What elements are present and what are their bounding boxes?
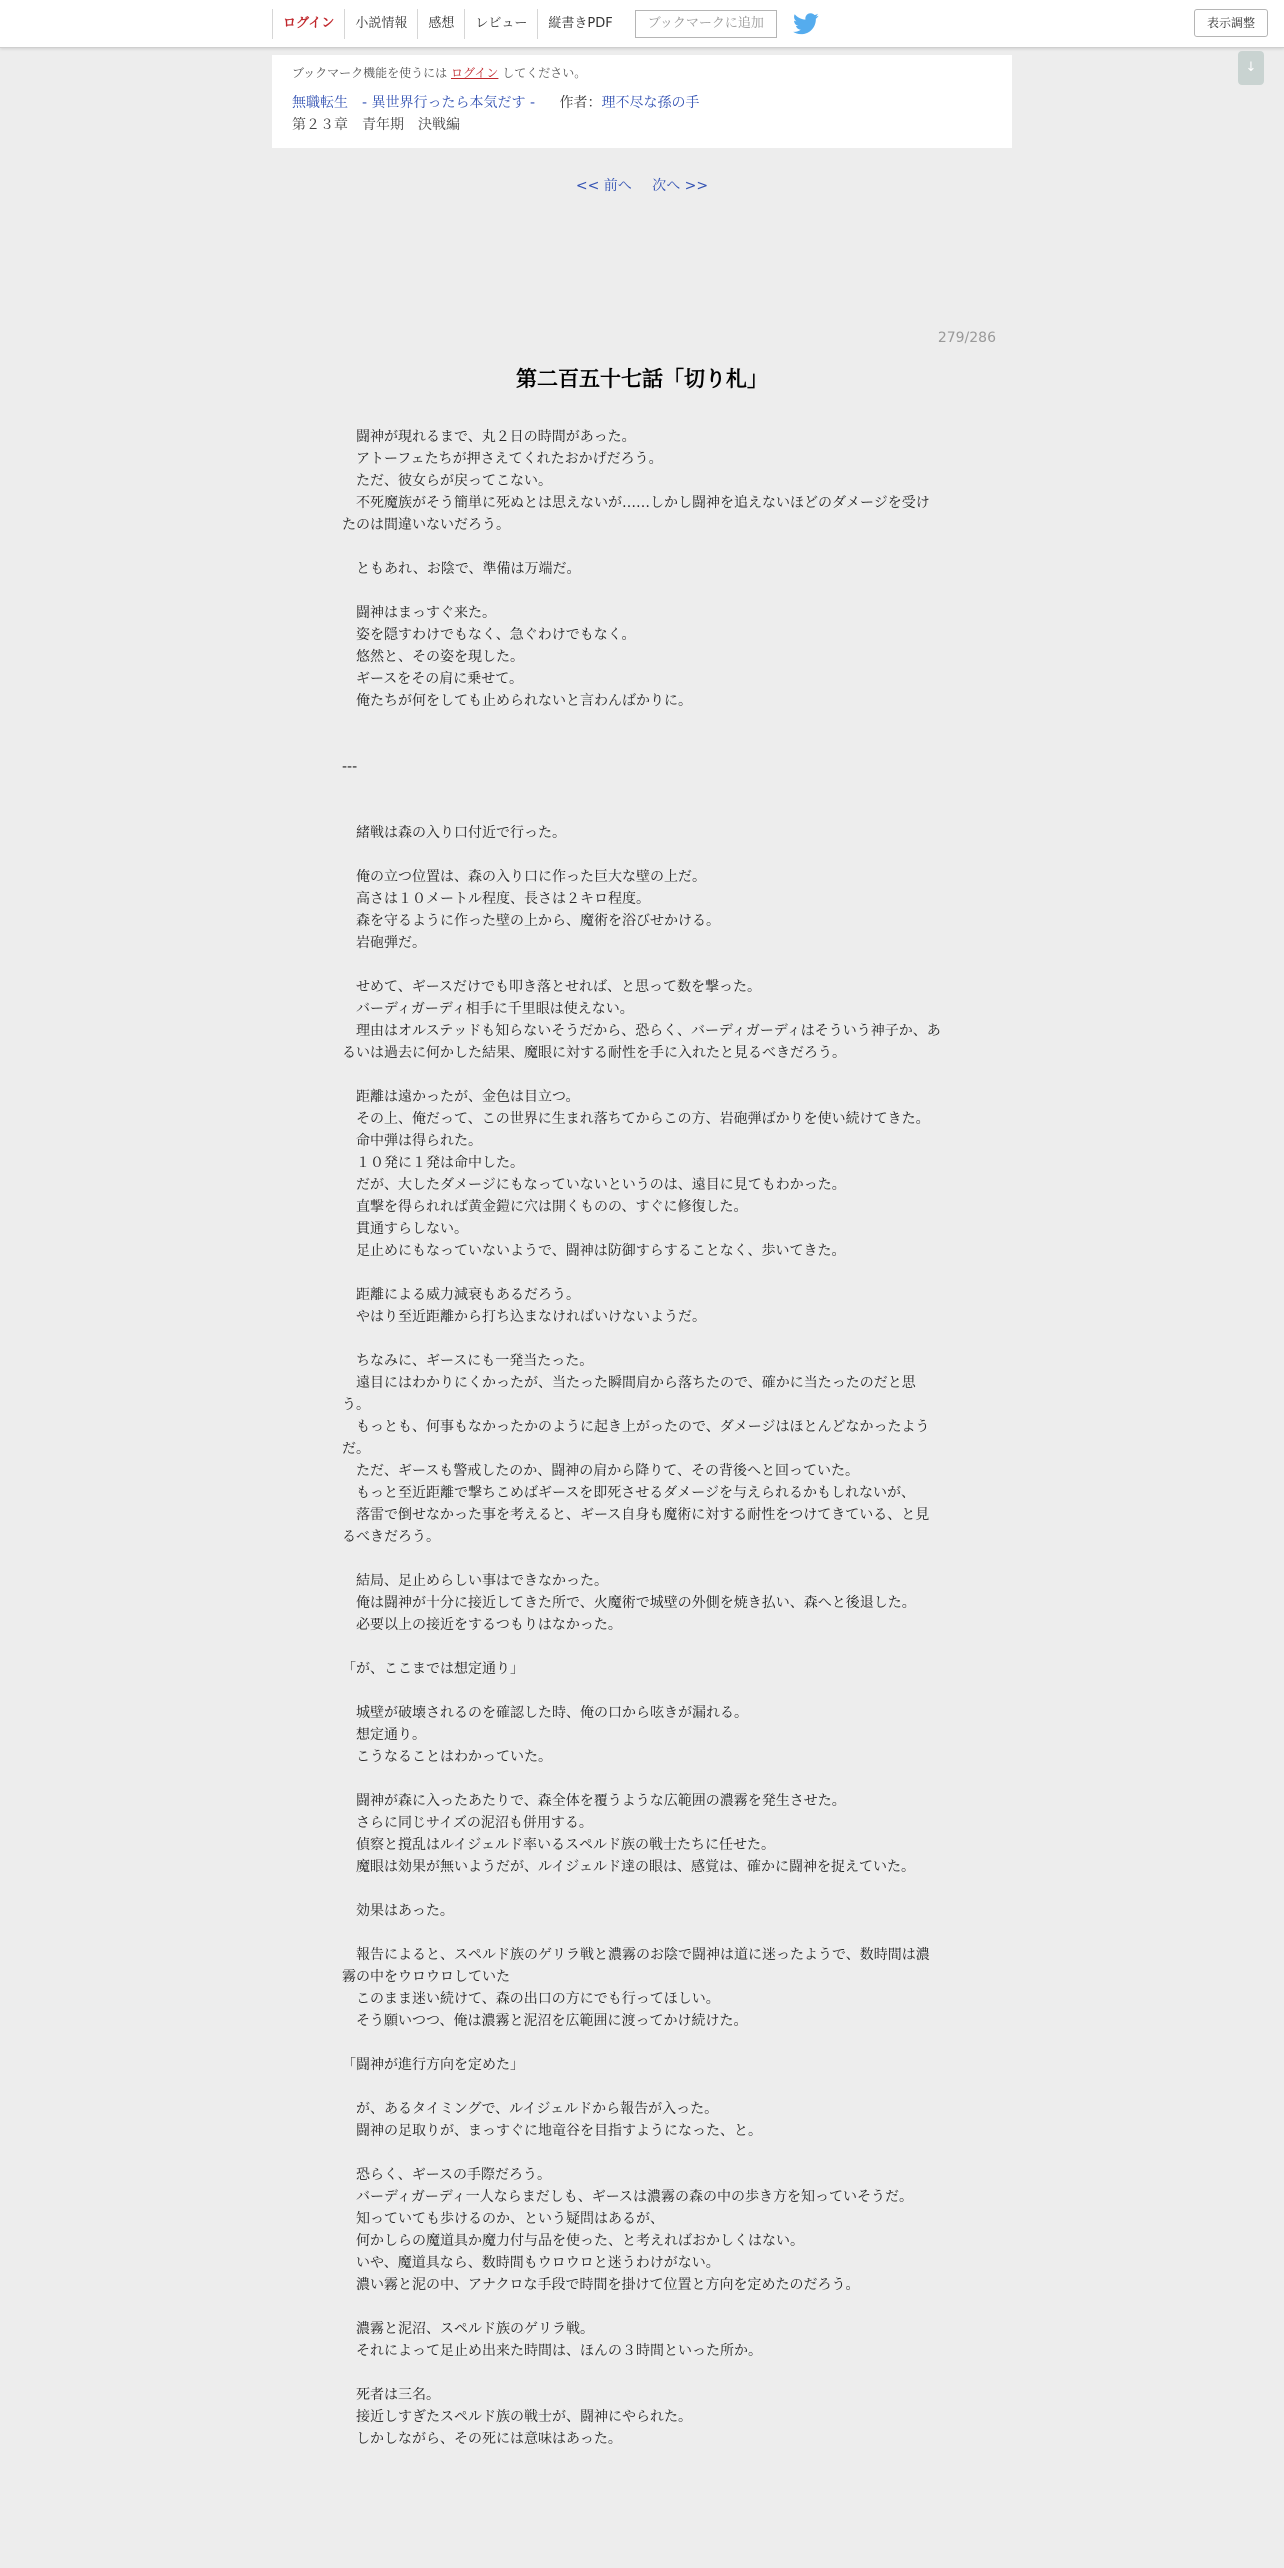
body-line: 報告によると、スペルド族のゲリラ戦と濃霧のお陰で闘神は道に迷ったようで、数時間は濃霧の中をウロウロしていた	[342, 1947, 930, 1985]
body-line: 悠然と、その姿を現した。	[342, 649, 524, 665]
body-line: 死者は三名。	[342, 2387, 440, 2403]
body-line	[342, 1064, 942, 1086]
body-line	[342, 1680, 942, 1702]
author-label: 作者：	[559, 95, 602, 111]
author-link[interactable]: 理不尽な孫の手	[601, 95, 700, 111]
body-line: その上、俺だって、この世界に生まれ落ちてからこの方、岩砲弾ばかりを使い続けてきた。	[342, 1111, 930, 1127]
body-line: このまま迷い続けて、森の出口の方にでも行ってほしい。	[342, 1991, 720, 2007]
body-line: 結局、足止めらしい事はできなかった。	[342, 1573, 608, 1589]
episode-title: 第二百五十七話「切り札」	[516, 367, 768, 391]
body-line: １０発に１発は命中した。	[342, 1155, 524, 1171]
body-line: ちなみに、ギースにも一発当たった。	[342, 1353, 594, 1369]
body-line: 濃い霧と泥の中、アナクロな手段で時間を掛けて位置と方向を定めたのだろう。	[342, 2277, 860, 2293]
body-line: もっとも、何事もなかったかのように起き上がったので、ダメージはほとんどなかったようだ。	[342, 1419, 930, 1457]
body-line: 遠目にはわかりにくかったが、当たった瞬間肩から落ちたので、確かに当たったのだと思う。	[342, 1375, 916, 1413]
body-line: 高さは１０メートル程度、長さは２キロ程度。	[342, 891, 650, 907]
body-line: 落雷で倒せなかった事を考えると、ギース自身も魔術に対する耐性をつけてきている、と見るべきだろう。	[342, 1507, 930, 1545]
review-link[interactable]: レビュー	[464, 9, 537, 39]
body-line	[342, 1328, 942, 1350]
body-line	[342, 778, 942, 800]
body-line: 「闘神が進行方向を定めた」	[342, 2057, 524, 2073]
novel-info-link[interactable]: 小説情報	[344, 9, 417, 39]
body-line	[342, 2296, 942, 2318]
body-line: 姿を隠すわけでもなく、急ぐわけでもなく。	[342, 627, 636, 643]
body-line	[342, 954, 942, 976]
body-line: バーディガーディ一人ならまだしも、ギースは濃霧の森の中の歩き方を知っていそうだ。	[342, 2189, 914, 2205]
body-line	[342, 580, 942, 602]
body-line: 必要以上の接近をするつもりはなかった。	[342, 1617, 622, 1633]
body-line	[342, 2076, 942, 2098]
body-line: 闘神の足取りが、まっすぐに地竜谷を目指すようになった、と。	[342, 2123, 762, 2139]
body-line	[342, 844, 942, 866]
body-line	[342, 1548, 942, 1570]
body-line: それによって足止め出来た時間は、ほんの３時間といった所か。	[342, 2343, 762, 2359]
body-line: 貫通すらしない。	[342, 1221, 468, 1237]
body-line: せめて、ギースだけでも叩き落とせれば、と思って数を撃った。	[342, 979, 762, 995]
main-nav	[272, 9, 819, 39]
body-line	[342, 1262, 942, 1284]
body-line: 森を守るように作った壁の上から、魔術を浴びせかける。	[342, 913, 720, 929]
body-line: 接近しすぎたスペルド族の戦士が、闘神にやられた。	[342, 2409, 692, 2425]
vertical-pdf-link[interactable]: 縦書きPDF	[537, 9, 622, 39]
body-line: 俺の立つ位置は、森の入り口に作った巨大な壁の上だ。	[342, 869, 706, 885]
body-line: 闘神が現れるまで、丸２日の時間があった。	[342, 429, 636, 445]
body-line: 闘神が森に入ったあたりで、森全体を覆うような広範囲の濃霧を発生させた。	[342, 1793, 846, 1809]
body-line: いや、魔道具なら、数時間もウロウロと迷うわけがない。	[342, 2255, 720, 2271]
body-line: 緒戦は森の入り口付近で行った。	[342, 825, 566, 841]
body-line	[342, 712, 942, 734]
body-line: そう願いつつ、俺は濃霧と泥沼を広範囲に渡ってかけ続けた。	[342, 2013, 748, 2029]
next-page-link[interactable]: 次へ >>	[652, 178, 709, 194]
add-bookmark-button[interactable]: ブックマークに追加	[635, 10, 777, 38]
prev-page-link[interactable]: << 前へ	[575, 178, 632, 194]
body-line: 理由はオルステッドも知らないそうだから、恐らく、バーディガーディはそういう神子か、あるいは過去に何かした結果、魔眼に対する耐性を手に入れたと見るべきだろう。	[342, 1023, 941, 1061]
body-line: 知っていても歩けるのか、という疑問はあるが、	[342, 2211, 664, 2227]
body-line	[342, 800, 942, 822]
body-line: 城壁が破壊されるのを確認した時、俺の口から呟きが漏れる。	[342, 1705, 748, 1721]
body-line: だが、大したダメージにもなっていないというのは、遠目に見てもわかった。	[342, 1177, 846, 1193]
body-line	[342, 734, 942, 756]
chapter-title: 第２３章 青年期 決戦編	[292, 117, 460, 133]
notice-suffix: してください。	[502, 66, 587, 80]
body-line: 効果はあった。	[342, 1903, 454, 1919]
novel-title-line	[292, 92, 992, 114]
body-line: 魔眼は効果が無いようだが、ルイジェルド達の眼は、感覚は、確かに闘神を捉えていた。	[342, 1859, 916, 1875]
page-counter: 279/286	[937, 330, 996, 346]
body-line: アトーフェたちが押さえてくれたおかげだろう。	[342, 451, 663, 467]
notice-login-link[interactable]: ログイン	[451, 66, 499, 80]
top-nav-bar	[0, 0, 1284, 48]
pager	[0, 175, 1284, 197]
novel-title-link[interactable]: 無職転生 - 異世界行ったら本気だす -	[292, 95, 536, 111]
body-line: 不死魔族がそう簡単に死ぬとは思えないが……しかし闘神を追えないほどのダメージを受けたのは間違いないだろう。	[342, 495, 930, 533]
body-line: バーディガーディ相手に千里眼は使えない。	[342, 1001, 634, 1017]
body-line: 闘神はまっすぐ来た。	[342, 605, 496, 621]
body-line: やはり至近距離から打ち込まなければいけないようだ。	[342, 1309, 706, 1325]
body-line: 岩砲弾だ。	[342, 935, 426, 951]
body-line	[342, 1878, 942, 1900]
notice-prefix: ブックマーク機能を使うには	[292, 66, 448, 80]
body-line: さらに同じサイズの泥沼も併用する。	[342, 1815, 593, 1831]
body-line	[342, 1768, 942, 1790]
body-line: が、あるタイミングで、ルイジェルドから報告が入った。	[342, 2101, 719, 2117]
body-line: 恐らく、ギースの手際だろう。	[342, 2167, 552, 2183]
body-line: 距離による威力減衰もあるだろう。	[342, 1287, 580, 1303]
body-line	[342, 536, 942, 558]
body-line	[342, 2142, 942, 2164]
body-line: 足止めにもなっていないようで、闘神は防御すらすることなく、歩いてきた。	[342, 1243, 846, 1259]
body-line: 想定通り。	[342, 1727, 426, 1743]
body-line	[342, 2362, 942, 2384]
login-link[interactable]: ログイン	[272, 9, 344, 39]
body-line: 命中弾は得られた。	[342, 1133, 482, 1149]
body-line: 偵察と撹乱はルイジェルド率いるスペルド族の戦士たちに任せた。	[342, 1837, 776, 1853]
body-line: もっと至近距離で撃ちこめばギースを即死させるダメージを与えられるかもしれないが、	[342, 1485, 916, 1501]
body-line: ともあれ、お陰で、準備は万端だ。	[342, 561, 581, 577]
scroll-down-button[interactable]: ↓	[1238, 51, 1264, 85]
bookmark-login-notice	[292, 63, 992, 83]
twitter-icon[interactable]	[793, 13, 819, 35]
body-line: 「が、ここまでは想定通り」	[342, 1661, 524, 1677]
body-line	[342, 2032, 942, 2054]
impressions-link[interactable]: 感想	[417, 9, 464, 39]
body-line: 何かしらの魔道具か魔力付与品を使った、と考えればおかしくはない。	[342, 2233, 804, 2249]
body-line: 俺は闘神が十分に接近してきた所で、火魔術で城壁の外側を焼き払い、森へと後退した。	[342, 1595, 916, 1611]
body-line: ただ、彼女らが戻ってこない。	[342, 473, 552, 489]
body-line: ギースをその肩に乗せて。	[342, 671, 524, 687]
body-line: ---	[342, 759, 358, 775]
novel-info-box	[272, 55, 1012, 148]
body-line: 直撃を得られれば黄金鎧に穴は開くものの、すぐに修復した。	[342, 1199, 748, 1215]
body-line	[342, 1636, 942, 1658]
body-line: しかしながら、その死には意味はあった。	[342, 2431, 622, 2447]
body-line: 距離は遠かったが、金色は目立つ。	[342, 1089, 580, 1105]
novel-body	[342, 426, 942, 2450]
body-line: 俺たちが何をしても止められないと言わんばかりに。	[342, 693, 692, 709]
display-settings-button[interactable]: 表示調整	[1194, 9, 1268, 37]
body-line	[342, 1922, 942, 1944]
body-line: こうなることはわかっていた。	[342, 1749, 552, 1765]
body-line: ただ、ギースも警戒したのか、闘神の肩から降りて、その背後へと回っていた。	[342, 1463, 860, 1479]
body-line: 濃霧と泥沼、スペルド族のゲリラ戦。	[342, 2321, 594, 2337]
